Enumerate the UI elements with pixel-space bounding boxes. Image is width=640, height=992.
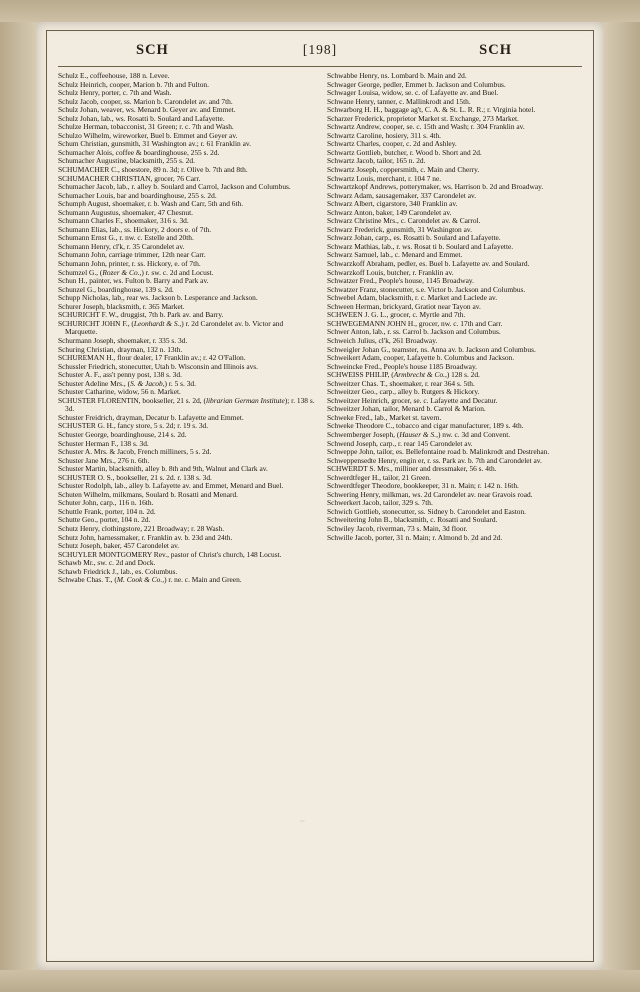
directory-entry: Schuten Wilhelm, milkmans, Soulard b. Rosatti and Menard. [58,489,238,499]
directory-entry: SCHWERDT S. Mrs., milliner and dressmaker, 56 s. 4th. [327,464,497,474]
directory-entry: Schwering Henry, milkman, ws. 2d Carondelet av. near Gravois road. [327,489,533,499]
directory-entry: Schuster A. F., ass't penny post, 138 s. 3d. [58,370,182,380]
directory-entry: Schweincke Fred., People's house 1185 Broadway. [327,361,478,371]
directory-entry: Schwarz Albert, cigarstore, 340 Franklin av. [327,199,458,209]
directory-entry: Schwich Gottlieb, stonecutter, ss. Sidney b. Carondelet and Easton. [327,506,527,516]
directory-entry: Schwarz Johan, carp., es. Rosatti b. Soulard and Lafayette. [327,233,501,243]
page-header [58,42,582,68]
directory-entry: Schulzo Wilhelm, wireworker, Buel b. Emmet and Geyer av. [58,130,238,140]
directory-entry: Schwartz Louis, merchant, r. 104 7 ne. [327,173,442,183]
directory-entry: Schwartz Jacob, tailor, 165 n. 2d. [327,156,426,166]
directory-entry: Schulz Johan, weaver, ws. Menard b. Geyer av. and Emmet. [58,105,236,115]
directory-entry: Schwarborg H. H., baggage ag't, C. A. & St. L. R. R.; r. Virginia hotel. [327,105,536,115]
directory-entry: Schwarz Christine Mrs., c. Carondelet av. & Carrol. [327,216,481,226]
directory-entry: SCHUYLER MONTGOMERY Rev., pastor of Christ's church, 148 Locust. [58,549,282,559]
directory-entry: SCHWEISS PHILIP, (Armbrecht & Co.,) 128 s. 2d. [327,370,480,380]
header-rule [58,66,582,67]
directory-entry: Schulz Heinrich, cooper, Marion b. 7th and Fulton. [58,79,209,89]
directory-entry: Schumann John, printer, r. ss. Hickory, e. of 7th. [58,259,201,269]
page-edge-right [604,0,640,992]
directory-entry: Schweitering John B., blacksmith, c. Rosatti and Soulard. [327,515,498,525]
directory-entry: Schuster Jane Mrs., 276 n. 6th. [58,455,150,465]
directory-entry: Schumann Augustus, shoemaker, 47 Chesnut. [58,207,193,217]
directory-entry: Schwatzer Fred., People's house, 1145 Broadway. [327,276,474,286]
directory-entry: Schweitzer Heinrich, grocer, se. c. Lafayette and Decatur. [327,395,498,405]
directory-entry: Schutte Geo., porter, 104 n. 2d. [58,515,151,525]
directory-entry: SCHUMACHER C., shoestore, 89 n. 3d; r. Olive b. 7th and 8th. [58,165,248,175]
directory-entry: Schwarzkoff Louis, butcher, r. Franklin av. [327,267,454,277]
directory-entry: Schuring Christian, drayman, 132 n. 13th. [58,344,183,354]
directory-entry: Schulze Herman, tobacconist, 31 Green; r. c. 7th and Wash. [58,122,234,132]
directory-column-right [327,72,584,956]
directory-entry: SCHUSTER O. S., bookseller, 21 s. 2d. r. 138 s. 3d. [58,472,212,482]
directory-entry: Schwarz Anton, baker, 149 Carondelet av. [327,207,452,217]
directory-entry: Schwartzkopf Andrews, potterymaker, ws. Harrison b. 2d and Broadway. [327,182,544,192]
directory-entry: SCHUMACHER CHRISTIAN, grocer, 76 Carr. [58,173,201,183]
directory-entry: Schumacher Alois, coffee & boardinghouse, 255 s. 2d. [58,147,220,157]
directory-entry: Schumann Charles F., shoemaker, 316 s. 3d. [58,216,189,226]
directory-entry: Schween Herman, brickyard, Gratiot near Tayon av. [327,301,481,311]
directory-entry: Schweke Theodore C., tobacco and cigar manufacturer, 189 s. 4th. [327,421,524,431]
directory-entry: Schumann Henry, cl'k, r. 35 Carondelet av. [58,241,185,251]
directory-entry: Schwerdtfeger H., tailor, 21 Green. [327,472,431,482]
directory-columns [58,72,584,956]
directory-entry: Schweitzer Chas. T., shoemaker, r. rear 364 s. 5th. [327,378,475,388]
directory-entry: Schwager Louisa, widow, se. c. of Lafayette av. and Buel. [327,88,499,98]
directory-entry: Scharzer Frederick, proprietor Market st. Exchange, 273 Market. [327,113,519,123]
directory-entry: Schumacher Augustine, blacksmith, 255 s. 2d. [58,156,195,166]
directory-entry: Schurmann Joseph, shoemaker, r. 335 s. 3d. [58,335,188,345]
directory-column-left [58,72,315,956]
directory-entry: Schwiley Jacob, riverman, 73 s. Main, 3d floor. [327,523,468,533]
directory-entry: SCHUSTER G. H., fancy store, 5 s. 2d; r. 19 s. 3d. [58,421,209,431]
directory-entry: Schupp Nicholas, lab., rear ws. Jackson b. Lesperance and Jackson. [58,293,258,303]
directory-entry: Schuster Catharine, widow, 56 n. Market. [58,387,181,397]
directory-entry: Schawb Mr., sw. c. 2d and Dock. [58,558,156,568]
page-edge-top [0,0,640,22]
directory-entry: Schuster George, boardinghouse, 214 s. 2d. [58,429,187,439]
directory-entry: Schweich Julius, cl'k, 261 Broadway. [327,335,438,345]
paper-speck [300,820,305,822]
directory-entry: Schulz E., coffeehouse, 188 n. Levee. [58,71,170,80]
directory-entry: Schwartz Charles, cooper, c. 2d and Ashley. [327,139,457,149]
directory-entry: Schuster Herman F., 138 s. 3d. [58,438,149,448]
directory-entry: Schwabe Chas. T., (M. Cook & Co.,) r. ne. c. Main and Green. [58,575,242,585]
directory-entry: Schumann Ernst G., r. nw. c. Estelle and 20th. [58,233,194,243]
directory-entry: Schwerdtfeger Theodore, bookkeeper, 31 n. Main; r. 142 n. 16th. [327,481,519,491]
directory-entry: Schwager George, pedler, Emmet b. Jackson and Columbus. [327,79,506,89]
directory-entry: Schwerkert Jacob, tailor, 329 s. 7th. [327,498,433,508]
directory-entry: Schum Christian, gunsmith, 31 Washington av.; r. 61 Franklin av. [58,139,251,149]
paper-speck [120,300,124,303]
directory-entry: Schumacher Jacob, lab., r. alley b. Soulard and Carrol, Jackson and Columbus. [58,182,291,192]
directory-entry: Schweikert Adam, cooper, Lafayette b. Columbus and Jackson. [327,353,515,363]
directory-entry: Schuter John, carp., 116 n. 16th. [58,498,154,508]
directory-entry: Schweppensedte Henry, engin er, r. ss. Park av. b. 7th and Carondelet av. [327,455,542,465]
directory-entry: Schumann Elias, lab., ss. Hickory, 2 doors e. of 7th. [58,224,212,234]
directory-entry: Schutz Joseph, baker, 457 Carondelet av. [58,541,180,551]
directory-entry: Schussler Friedrich, stonecutter, Utah b. Wisconsin and Illinois avs. [58,361,259,371]
directory-entry: Schwartz Joseph, coppersmith, c. Main and Cherry. [327,165,480,175]
directory-entry: Schwebel Adam, blacksmith, r. c. Market and Laclede av. [327,293,498,303]
directory-entry: Schumph August, shoemaker, r. b. Wash and Carr, 5th and 6th. [58,199,244,209]
directory-entry: Schwend Joseph, carp., r. rear 145 Carondelet av. [327,438,473,448]
directory-entry: SCHWEGEMANN JOHN H., grocer, nw. c. 17th and Carr. [327,318,503,328]
directory-entry: Schuster Adeline Mrs., (S. & Jacob,) r. 5 s. 3d. [58,378,196,388]
directory-entry: SCHWEEN J. G. L., grocer, c. Myrtle and 7th. [327,310,466,320]
directory-entry: Schuster Rodolph, lab., alley b. Lafayette av. and Emmet, Menard and Buel. [58,481,284,491]
directory-entry: Schwille Jacob, porter, 31 n. Main; r. Almond b. 2d and 2d. [327,532,503,542]
paper-speck [470,540,473,543]
directory-entry: Schweppe John, tailor, es. Bellefontaine road b. Malinkrodt and Destrehan. [327,447,550,457]
page-edge-bottom [0,970,640,992]
directory-entry: Schun H., painter, ws. Fulton b. Barry and Park av. [58,276,209,286]
directory-entry: SCHURICHT JOHN F., (Leonhardt & S.,) r. 2d Carondelet av. b. Victor and Marquette. [58,318,284,337]
page-number: [198] [302,42,338,57]
directory-entry: SCHURICHT F. W., druggist, 7th b. Park av. and Barry. [58,310,224,320]
directory-entry: Schwartz Andrew, cooper, se. c. 15th and Wash; r. 304 Franklin av. [327,122,525,132]
directory-entry: Schuster A. Mrs. & Jacob, French milliners, 5 s. 2d. [58,447,212,457]
directory-entry: SCHUREMAN H., flour dealer, 17 Franklin av.; r. 42 O'Fallon. [58,353,246,363]
directory-entry: Schweke Fred., lab., Market st. tavern. [327,412,442,422]
directory-entry: Schurer Joseph, blacksmith, r. 365 Market. [58,301,185,311]
directory-entry: Schwarzkoff Abraham, pedler, es. Buel b. Lafayette av. and Soulard. [327,259,530,269]
directory-entry: Schwarz Adam, sausagemaker, 337 Carondelet av. [327,190,477,200]
directory-entry: Schwarz Samuel, lab., c. Menard and Emmet. [327,250,463,260]
directory-entry: Schwartz Gottlieb, butcher, r. Wood b. Short and 2d. [327,147,482,157]
directory-entry: Schwarz Frederick, gunsmith, 31 Washington av. [327,224,472,234]
directory-entry: Schwer Anton, lab., r. ss. Carrol b. Jackson and Columbus. [327,327,501,337]
directory-entry: SCHUSTER FLORENTIN, bookseller, 21 s. 2d, (librarian German Institute); r. 138 s. 3d. [58,395,315,414]
running-head-left: SCH [136,42,169,58]
directory-entry: Schuster Martin, blacksmith, alley b. 8th and 9th, Walnut and Clark av. [58,464,268,474]
page-edge-left [0,0,36,992]
directory-entry: Schweitzer Geo., carp., alley b. Rutgers & Hickory. [327,387,480,397]
directory-entry: Schunzel G., boardinghouse, 139 s. 2d. [58,284,174,294]
directory-entry: Schawb Friedrick J., lab., es. Columbus. [58,566,178,576]
directory-entry: Schwemberger Joseph, (Hauser & S.,) nw. c. 3d and Convent. [327,429,511,439]
directory-entry: Schwartz Caroline, hosiery, 311 s. 4th. [327,130,441,140]
directory-entry: Schumann John, carriage trimmer, 12th near Carr. [58,250,206,260]
directory-entry: Schwabbe Henry, ns. Lombard b. Main and 2d. [327,71,467,80]
directory-entry: Schulz Jacob, cooper, ss. Marion b. Carondelet av. and 7th. [58,96,233,106]
directory-entry: Schwarz Mathias, lab., r. ws. Rosat ti b. Soulard and Lafayette. [327,241,514,251]
directory-entry: Schwane Henry, tanner, c. Mallinkrodt and 15th. [327,96,471,106]
directory-entry: Schweitzer Johan, tailor, Menard b. Carrol & Marion. [327,404,486,414]
directory-entry: Schumzel G., (Rozer & Co.,) r. sw. c. 2d and Locust. [58,267,214,277]
directory-entry: Schweigler Johan G., teamster, ns. Anna av. b. Jackson and Columbus. [327,344,536,354]
directory-entry: Schuttle Frank, porter, 104 n. 2d. [58,506,156,516]
directory-entry: Schutz John, harnessmaker, r. Franklin av. b. 23d and 24th. [58,532,233,542]
directory-entry: Schwatzer Franz, stonecutter, s.e. Victor b. Jackson and Columbus. [327,284,526,294]
directory-entry: Schulz Henry, porter, c. 7th and Wash. [58,88,172,98]
directory-entry: Schumacher Louis, bar and boardinghouse, 255 s. 2d. [58,190,217,200]
running-head-right: SCH [479,42,512,58]
directory-entry: Schulz Johan, lab., ws. Rosatti b. Soulard and Lafayette. [58,113,225,123]
directory-entry: Schuster Freidrich, drayman, Decatur b. Lafayette and Emmet. [58,412,244,422]
directory-entry: Schutz Henry, clothingstore, 221 Broadway; r. 28 Wash. [58,523,225,533]
